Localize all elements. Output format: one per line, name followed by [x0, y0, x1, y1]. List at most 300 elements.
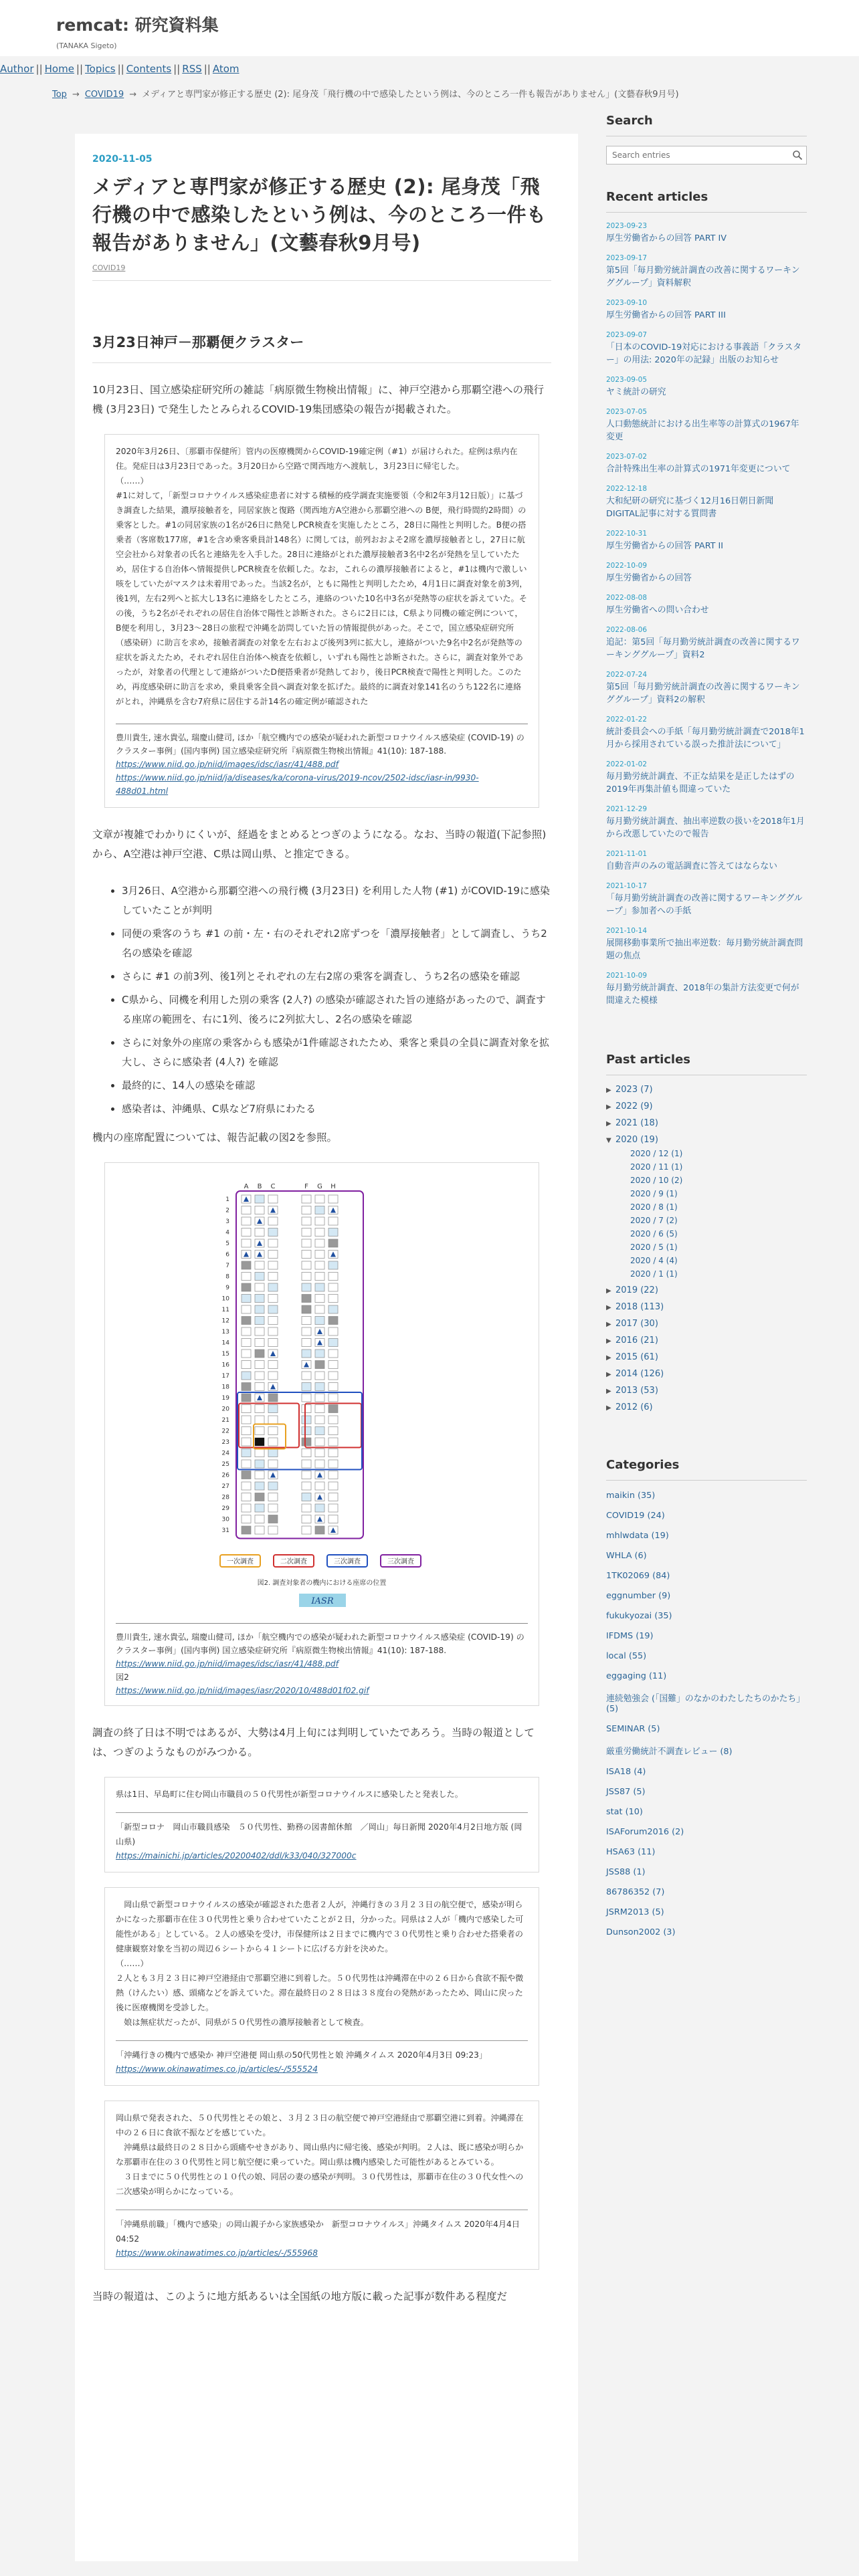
seat	[242, 1471, 251, 1479]
recent-article-link[interactable]: 展開移動事業所で抽出率逆数：毎月勤労統計調査問題の焦点	[606, 938, 803, 961]
recent-article-link[interactable]: 第5回「毎月勤労統計調査の改善に関するワーキンググループ」資料解釈	[606, 265, 800, 288]
recent-article-date: 2023-07-05	[606, 408, 648, 416]
seat	[268, 1239, 278, 1247]
recent-article-link[interactable]: 毎月勤労統計調査、2018年の集計方法変更で何が間違えた模様	[606, 983, 799, 1006]
recent-heading: Recent articles	[606, 190, 807, 213]
archive-month-link[interactable]: 2020 / 7 (2)	[630, 1216, 678, 1225]
recent-article-item	[606, 594, 807, 617]
seat	[255, 1515, 264, 1523]
category-link[interactable]: 厳重労働統計不調査レビュー (8)	[606, 1747, 733, 1757]
seat	[268, 1482, 278, 1490]
seat	[328, 1261, 338, 1269]
seat-row-number: 22	[221, 1428, 229, 1435]
news-source: 「沖縄県前職」「機内で感染」の岡山親子から家族感染か 新型コロナウイルス」沖縄タイムス 2020年4月4日 04:52	[116, 2220, 520, 2244]
seat-column-label: B	[257, 1183, 262, 1190]
quote-ellipsis: （……）	[116, 476, 149, 486]
collapsed-triangle-icon[interactable]: ▶	[606, 1103, 611, 1111]
seat	[315, 1394, 324, 1402]
collapsed-triangle-icon[interactable]: ▶	[606, 1404, 611, 1412]
seat	[302, 1515, 311, 1523]
news-body: 県は1日、早島町に住む岡山市職員の５０代男性が新型コロナウイルスに感染したと発表した。	[116, 1790, 463, 1799]
seat	[315, 1317, 324, 1325]
seat	[255, 1405, 264, 1413]
nav-contents[interactable]: Contents	[126, 63, 172, 75]
seat	[268, 1438, 278, 1446]
recent-article-link[interactable]: 人口動態統計における出生率等の計算式の1967年変更	[606, 419, 799, 442]
recent-article-link[interactable]: 統計委員会への手紙「毎月勤労統計調査で2018年1月から採用されている誤った推計法について」	[606, 727, 805, 750]
figure-source	[116, 1623, 528, 1697]
citation-link[interactable]: https://www.niid.go.jp/niid/images/idsc/iasr/41/488.pdf	[116, 1659, 339, 1669]
archive-year-link[interactable]: 2017 (30)	[615, 1319, 658, 1329]
seat	[302, 1273, 311, 1281]
seat	[242, 1394, 251, 1402]
recent-article-date: 2022-01-22	[606, 716, 648, 724]
category-item	[606, 1927, 807, 1937]
category-link[interactable]: JSS87 (5)	[606, 1787, 646, 1797]
main-article	[75, 134, 578, 2561]
breadcrumb-top[interactable]: Top	[52, 90, 67, 100]
seat	[255, 1228, 264, 1237]
seat	[315, 1206, 324, 1214]
seat	[328, 1504, 338, 1512]
seat	[242, 1460, 251, 1468]
category-item	[606, 1767, 807, 1777]
citation-link[interactable]: https://www.niid.go.jp/niid/images/idsc/iasr/41/488.pdf	[116, 760, 339, 769]
past-articles	[606, 1053, 807, 1412]
recent-article-link[interactable]: 厚生労働省からの回答 PART III	[606, 310, 726, 320]
seat-column-label: H	[330, 1183, 336, 1190]
seat	[255, 1295, 264, 1303]
seat	[302, 1283, 311, 1291]
seat-row-number: 17	[221, 1373, 229, 1380]
recent-article-item	[606, 972, 807, 1007]
seat	[242, 1361, 251, 1369]
collapsed-triangle-icon[interactable]: ▶	[606, 1304, 611, 1311]
recent-article-item	[606, 882, 807, 918]
recent-article-date: 2022-01-02	[606, 760, 648, 768]
recent-article-item	[606, 299, 807, 322]
expanded-triangle-icon[interactable]: ▼	[606, 1137, 611, 1144]
seat	[302, 1305, 311, 1313]
seat	[302, 1239, 311, 1247]
seat	[302, 1460, 311, 1468]
category-link[interactable]: JSRM2013 (5)	[606, 1907, 664, 1917]
site-header	[0, 0, 859, 56]
category-item	[606, 1491, 807, 1501]
list-item: • 感染者は、沖縄県、C県など7府県にわたる	[122, 1099, 551, 1119]
seat	[268, 1493, 278, 1501]
seat-row-number: 5	[225, 1241, 229, 1247]
news-link[interactable]: https://www.okinawatimes.co.jp/articles/-/555524	[116, 2064, 318, 2074]
archive-year-link[interactable]: 2012 (6)	[615, 1402, 653, 1412]
seat	[328, 1438, 338, 1446]
news-source: 「新型コロナ 岡山市職員感染 ５０代男性、勤務の図書館休館 ／岡山」毎日新聞 2020年4月2日地方版 (岡山県)	[116, 1822, 522, 1846]
recent-article-date: 2021-10-09	[606, 972, 648, 980]
seat	[302, 1339, 311, 1347]
seat	[242, 1295, 251, 1303]
archive-year-link[interactable]: 2022 (9)	[615, 1101, 653, 1111]
breadcrumb: Top → COVID19 → メディアと専門家が修正する歴史 (2): 尾身茂「飛行機の中で感染したという例は、今のところ一件も報告がありません」(文藝春秋9月号)	[52, 90, 679, 100]
seat-row-number: 27	[221, 1483, 229, 1490]
seat	[315, 1383, 324, 1391]
seat	[328, 1394, 338, 1402]
seat	[302, 1217, 311, 1225]
recent-article-item	[606, 805, 807, 841]
seat	[315, 1526, 324, 1534]
recent-article-item	[606, 453, 807, 475]
seat	[242, 1504, 251, 1512]
nav-rss[interactable]: RSS	[182, 63, 202, 75]
archive-year	[606, 1352, 807, 1362]
seat-row-number: 12	[221, 1317, 229, 1325]
seat	[268, 1273, 278, 1281]
category-item	[606, 1691, 807, 1714]
seat	[255, 1471, 264, 1479]
seat	[315, 1482, 324, 1490]
archive-year-link[interactable]: 2019 (22)	[615, 1285, 658, 1295]
category-item	[606, 1611, 807, 1621]
recent-article-link[interactable]: 第5回「毎月勤労統計調査の改善に関するワーキンググループ」資料2の解釈	[606, 682, 800, 705]
seat	[315, 1460, 324, 1468]
category-link[interactable]: local (55)	[606, 1651, 647, 1661]
seat	[302, 1327, 311, 1335]
seat	[255, 1195, 264, 1203]
archive-month-link[interactable]: 2020 / 4 (4)	[630, 1256, 678, 1265]
recent-article-date: 2022-08-08	[606, 594, 648, 602]
archive-year-link[interactable]: 2021 (18)	[615, 1118, 658, 1128]
seat	[315, 1295, 324, 1303]
seat	[242, 1217, 251, 1225]
seat	[255, 1372, 264, 1380]
collapsed-triangle-icon[interactable]: ▶	[606, 1371, 611, 1378]
archive-month-link[interactable]: 2020 / 8 (1)	[630, 1202, 678, 1212]
seat	[302, 1372, 311, 1380]
recent-article-item	[606, 530, 807, 552]
recent-article-date: 2021-11-01	[606, 850, 648, 858]
collapsed-triangle-icon[interactable]: ▶	[606, 1321, 611, 1328]
seat	[242, 1372, 251, 1380]
recent-article-date: 2023-09-17	[606, 254, 648, 262]
category-item	[606, 1887, 807, 1897]
seat-row-number: 21	[221, 1417, 229, 1424]
seat-row-number: 31	[221, 1527, 229, 1534]
collapsed-triangle-icon[interactable]: ▶	[606, 1354, 611, 1362]
seat-row-number: 1	[225, 1196, 229, 1203]
recent-article-date: 2023-09-10	[606, 299, 648, 307]
seat-row-number: 26	[221, 1472, 229, 1479]
collapsed-triangle-icon[interactable]: ▶	[606, 1287, 611, 1295]
citation-link[interactable]: https://www.niid.go.jp/niid/images/iasr/2020/10/488d01f02.gif	[116, 1686, 369, 1695]
category-link[interactable]: WHLA (6)	[606, 1551, 647, 1561]
news-link[interactable]: https://www.okinawatimes.co.jp/articles/-/555968	[116, 2248, 318, 2258]
seat-row-number: 30	[221, 1516, 229, 1523]
category-link[interactable]: 1TK02069 (84)	[606, 1571, 670, 1581]
section-heading: 3月23日神戸－那覇便クラスター	[92, 332, 551, 363]
seat	[302, 1195, 311, 1203]
seat	[255, 1416, 264, 1424]
list-item: • さらに対象外の座席の乗客からも感染が1件確認されたため、乗客と乗員の全員に調査対象を拡大し、さらに感染者 (4人?) を確認	[122, 1033, 551, 1072]
seat	[315, 1449, 324, 1457]
list-item: • 同便の乗客のうち #1 の前・左・右のそれぞれ2席ずつを「濃厚接触者」として調査し、うち2名の感染を確認	[122, 924, 551, 963]
seat-row-number: 3	[225, 1218, 229, 1225]
category-link[interactable]: eggnumber (9)	[606, 1591, 671, 1601]
recent-article-link[interactable]: 厚生労働省への問い合わせ	[606, 605, 709, 615]
archive-month-link[interactable]: 2020 / 1 (1)	[630, 1269, 678, 1279]
intro-paragraph: 10月23日、国立感染症研究所の雑誌「病原微生物検出情報」に、神戸空港から那覇空港への飛行機 (3月23日) で発生したとみられるCOVID-19集団感染の報告が掲載された。	[92, 384, 544, 415]
seat-row-number: 6	[225, 1251, 229, 1259]
category-link[interactable]: 連続勉強会 (「国難」のなかのわたしたちのかたち」 (5)	[606, 1694, 805, 1714]
seat	[242, 1482, 251, 1490]
seat	[302, 1261, 311, 1269]
facts-list	[92, 881, 551, 1119]
archive-year	[606, 1085, 807, 1095]
archive-month-link[interactable]: 2020 / 5 (1)	[630, 1243, 678, 1252]
category-link[interactable]: JSS88 (1)	[606, 1867, 646, 1877]
news-body: 沖縄県は最終日の２８日から頭痛やせきがあり、岡山県内に帰宅後、感染が判明。２人は、既に感染が明らかな那覇市在住の３０代男性と同じ航空便に乗っていた。岡山県は機内感染した可能性があるとみている。	[116, 2143, 524, 2167]
seat	[242, 1327, 251, 1335]
archive-year-link[interactable]: 2023 (7)	[615, 1085, 653, 1095]
seat	[315, 1251, 324, 1259]
archive-month-link[interactable]: 2020 / 11 (1)	[630, 1162, 683, 1172]
top-nav: Author || Home || Topics || Contents || RSS || Atom	[0, 63, 240, 75]
seat	[255, 1526, 264, 1534]
search-input[interactable]	[606, 146, 807, 165]
recent-article-link[interactable]: 毎月勤労統計調査、抽出率逆数の扱いを2018年1月から改悪していたので報告	[606, 817, 805, 839]
archive-year	[606, 1319, 807, 1329]
figure-seatmap	[104, 1162, 539, 1706]
recent-article-item	[606, 760, 807, 796]
seat	[242, 1515, 251, 1523]
recent-article-date: 2023-09-05	[606, 376, 648, 384]
category-link[interactable]: COVID19 (24)	[606, 1511, 665, 1521]
seat	[328, 1471, 338, 1479]
recent-article-link[interactable]: 厚生労働省からの回答	[606, 573, 692, 583]
recent-article-link[interactable]: 「毎月勤労統計調査の改善に関するワーキンググループ」参加者への手紙	[606, 893, 803, 916]
category-item	[606, 1724, 807, 1734]
seat	[242, 1261, 251, 1269]
seat-row-number: 28	[221, 1494, 229, 1501]
category-link[interactable]: ISA18 (4)	[606, 1767, 646, 1777]
seat	[268, 1416, 278, 1424]
archive-year-link[interactable]: 2016 (21)	[615, 1335, 658, 1346]
seat	[328, 1327, 338, 1335]
category-link[interactable]: 86786352 (7)	[606, 1887, 665, 1897]
seat	[315, 1239, 324, 1247]
seat	[315, 1283, 324, 1291]
seat	[268, 1394, 278, 1402]
archive-year	[606, 1101, 807, 1111]
seat	[268, 1361, 278, 1369]
seat-row-number: 23	[221, 1439, 229, 1446]
category-link[interactable]: Dunson2002 (3)	[606, 1927, 676, 1937]
seat-map-image	[201, 1174, 442, 1608]
seat	[315, 1350, 324, 1358]
seat	[302, 1438, 311, 1446]
category-link[interactable]: SEMINAR (5)	[606, 1724, 660, 1734]
seat-row-number: 2	[225, 1207, 229, 1214]
news-ellipsis: （……）	[116, 1959, 149, 1968]
nav-home[interactable]: Home	[44, 63, 74, 75]
seat-row-number: 18	[221, 1384, 229, 1391]
recent-article-link[interactable]: 自動音声のみの電話調査に答えてはならない	[606, 861, 777, 871]
category-link[interactable]: maikin (35)	[606, 1491, 656, 1501]
news-quote-okinawa-2	[104, 2101, 539, 2270]
recent-article-link[interactable]: 厚生労働省からの回答 PART IV	[606, 233, 727, 243]
seat	[242, 1206, 251, 1214]
seat	[328, 1305, 338, 1313]
site-title[interactable]: remcat: 研究資料集	[56, 15, 219, 35]
seat-column-label: G	[317, 1183, 322, 1190]
seat	[328, 1361, 338, 1369]
news-link[interactable]: https://mainichi.jp/articles/20200402/ddl/k33/040/327000c	[116, 1851, 357, 1860]
seat	[302, 1504, 311, 1512]
archive-month	[630, 1269, 807, 1279]
seat	[302, 1350, 311, 1358]
quote-source	[116, 724, 528, 798]
seat	[302, 1251, 311, 1259]
seat	[328, 1460, 338, 1468]
collapsed-triangle-icon[interactable]: ▶	[606, 1337, 611, 1345]
seat	[268, 1217, 278, 1225]
seat	[255, 1206, 264, 1214]
category-link[interactable]: mhlwdata (19)	[606, 1531, 669, 1541]
recent-article-item	[606, 927, 807, 962]
list-item: • さらに #1 の前3列、後1列とそれぞれの左右2席の乗客を調査し、うち2名の感染を確認	[122, 967, 551, 986]
recent-article-link[interactable]: 厚生労働省からの回答 PART II	[606, 541, 724, 551]
news-quote-okinawa-1	[104, 1887, 539, 2086]
archive-month	[630, 1256, 807, 1265]
breadcrumb-category[interactable]: COVID19	[84, 90, 124, 100]
recent-article-date: 2022-12-18	[606, 485, 648, 493]
search-box	[606, 146, 807, 165]
seat	[302, 1383, 311, 1391]
seat-row-number: 15	[221, 1351, 229, 1358]
seat	[268, 1515, 278, 1523]
nav-topics[interactable]: Topics	[85, 63, 116, 75]
news-body: 岡山県で新型コロナウイルスの感染が確認された患者２人が，沖縄行きの３月２３日の航空便で，感染が明らかになった那覇市在住３０代男性と乗り合わせていたことが２日，分かった。同県は２人が「機内で感染した可能性がある」としている。２人の感染を受け，市保健所は２日までに機内で３０代男性と乗り合わせた搭乗者の健康観察対象を当初の周辺６シートから４１シートに広げる方針を決めた。	[116, 1900, 524, 1953]
seat	[242, 1283, 251, 1291]
blockquote-report	[104, 434, 539, 808]
recent-article-date: 2023-07-02	[606, 453, 648, 461]
archive-month	[630, 1162, 807, 1172]
citation-text: 豊川貴生, 速水貴弘, 瑞慶山健司, ほか「航空機内での感染が疑われた新型コロナウイルス感染症 (COVID-19) のクラスター事例」(国内事例) 国立感染症研究所『病原微生物検出情報』41(10): 187-188.	[116, 733, 524, 756]
seat	[242, 1438, 251, 1446]
archive-year-link[interactable]: 2015 (61)	[615, 1352, 658, 1362]
seat	[242, 1405, 251, 1413]
category-link[interactable]: ISAForum2016 (2)	[606, 1827, 684, 1837]
seat	[268, 1339, 278, 1347]
breadcrumb-current: メディアと専門家が修正する歴史 (2): 尾身茂「飛行機の中で感染したという例は、今のところ一件も報告がありません」(文藝春秋9月号)	[142, 90, 679, 100]
seat	[328, 1295, 338, 1303]
seat	[268, 1427, 278, 1435]
recent-article-date: 2023-09-07	[606, 331, 648, 339]
seat	[328, 1339, 338, 1347]
search-icon[interactable]	[792, 150, 803, 160]
archive-month-link[interactable]: 2020 / 10 (2)	[630, 1176, 683, 1185]
seat	[315, 1305, 324, 1313]
seat	[268, 1251, 278, 1259]
index-case-seat	[255, 1438, 264, 1446]
post-title: メディアと専門家が修正する歴史 (2): 尾身茂「飛行機の中で感染したという例は、今のところ一件も報告がありません」(文藝春秋9月号)	[92, 175, 547, 254]
collapsed-triangle-icon[interactable]: ▶	[606, 1120, 611, 1128]
recent-article-date: 2022-07-24	[606, 671, 648, 679]
recent-article-link[interactable]: 大和紀研の研究に基づく12月16日朝日新聞DIGITAL記事に対する質問書	[606, 496, 774, 519]
category-link[interactable]: fukukyozai (35)	[606, 1611, 672, 1621]
recent-articles	[606, 190, 807, 1007]
seat-column-label: A	[244, 1183, 249, 1190]
seat	[302, 1295, 311, 1303]
archive-year-link[interactable]: 2014 (126)	[615, 1369, 664, 1379]
list-item: • C県から、同機を利用した別の乗客 (2人?) の感染が確認された旨の連絡があったので、調査する座席の範囲を、右に1列、後ろに2列拡大し、2名の感染を確認	[122, 990, 551, 1029]
archive-month-link[interactable]: 2020 / 6 (5)	[630, 1229, 678, 1239]
recent-article-link[interactable]: 「日本のCOVID-19対応における事義語「クラスター」の用法: 2020年の記録」出版のお知らせ	[606, 342, 802, 365]
seat	[315, 1195, 324, 1203]
legend-label: 三次調査	[387, 1558, 414, 1566]
quote-paragraph: 2020年3月26日、〔那覇市保健所〕管内の医療機関からCOVID-19確定例（#1）が届けられた。症例は県内在住。発症日は3月23日であった。3月20日から空路で関西地方へ渡航し，3月23日に帰宅した。	[116, 447, 518, 471]
archive-month-link[interactable]: 2020 / 9 (1)	[630, 1189, 678, 1198]
archive-year-link[interactable]: 2020 (19)	[615, 1135, 658, 1145]
seat-row-number: 10	[221, 1295, 229, 1303]
nav-author[interactable]: Author	[0, 63, 34, 75]
seat	[328, 1283, 338, 1291]
recent-article-link[interactable]: ヤミ統計の研究	[606, 387, 666, 397]
category-item	[606, 1907, 807, 1917]
seat	[268, 1305, 278, 1313]
seat	[302, 1526, 311, 1534]
seat	[328, 1273, 338, 1281]
closing-paragraph: 当時の報道は、このように地方紙あるいは全国紙の地方版に載った記事が数件ある程度だ	[92, 2290, 508, 2302]
category-item	[606, 1744, 807, 1757]
category-link[interactable]: IFDMS (19)	[606, 1631, 654, 1641]
seat	[302, 1471, 311, 1479]
recent-article-date: 2022-08-06	[606, 626, 648, 634]
legend-label: 二次調査	[280, 1558, 307, 1566]
collapsed-triangle-icon[interactable]: ▶	[606, 1087, 611, 1094]
seat	[255, 1273, 264, 1281]
archive-month	[630, 1149, 807, 1158]
news-body: 岡山県で発表された、５０代男性とその娘と、３月２３日の航空便で神戸空港経由で那覇空港に到着。沖縄滞在中の２６日に食欲不振などを感じていた。	[116, 2113, 524, 2137]
citation-link[interactable]: https://www.niid.go.jp/niid/ja/diseases/ka/corona-virus/2019-ncov/2502-idsc/iasr-in/9930-488d01.html	[116, 773, 479, 796]
nav-atom[interactable]: Atom	[212, 63, 240, 75]
recent-article-item	[606, 376, 807, 399]
post-tag-link[interactable]: COVID19	[92, 263, 126, 272]
recent-article-link[interactable]: 毎月勤労統計調査、不正な結果を是正したはずの2019年再集計値も間違っていた	[606, 772, 795, 794]
recent-article-item	[606, 485, 807, 520]
seat	[328, 1239, 338, 1247]
archive-year-link[interactable]: 2013 (53)	[615, 1386, 658, 1396]
seat	[268, 1460, 278, 1468]
archive-month	[630, 1216, 807, 1225]
recent-article-link[interactable]: 合計特殊出生率の計算式の1971年変更について	[606, 464, 791, 474]
seat	[268, 1405, 278, 1413]
category-link[interactable]: eggaging (11)	[606, 1671, 667, 1681]
category-item	[606, 1571, 807, 1581]
seat	[302, 1206, 311, 1214]
recent-article-date: 2021-12-29	[606, 805, 648, 813]
recent-article-link[interactable]: 追記：第5回「毎月勤労統計調査の改善に関するワーキンググループ」資料2	[606, 637, 800, 660]
category-link[interactable]: stat (10)	[606, 1807, 643, 1817]
archive-month	[630, 1243, 807, 1252]
seat	[242, 1339, 251, 1347]
seat	[268, 1317, 278, 1325]
category-link[interactable]: HSA63 (11)	[606, 1847, 656, 1857]
archive-year-link[interactable]: 2018 (113)	[615, 1302, 664, 1312]
archive-year	[606, 1369, 807, 1379]
archive-month-link[interactable]: 2020 / 12 (1)	[630, 1149, 683, 1158]
collapsed-triangle-icon[interactable]: ▶	[606, 1388, 611, 1395]
seat	[242, 1273, 251, 1281]
recent-article-item	[606, 850, 807, 873]
